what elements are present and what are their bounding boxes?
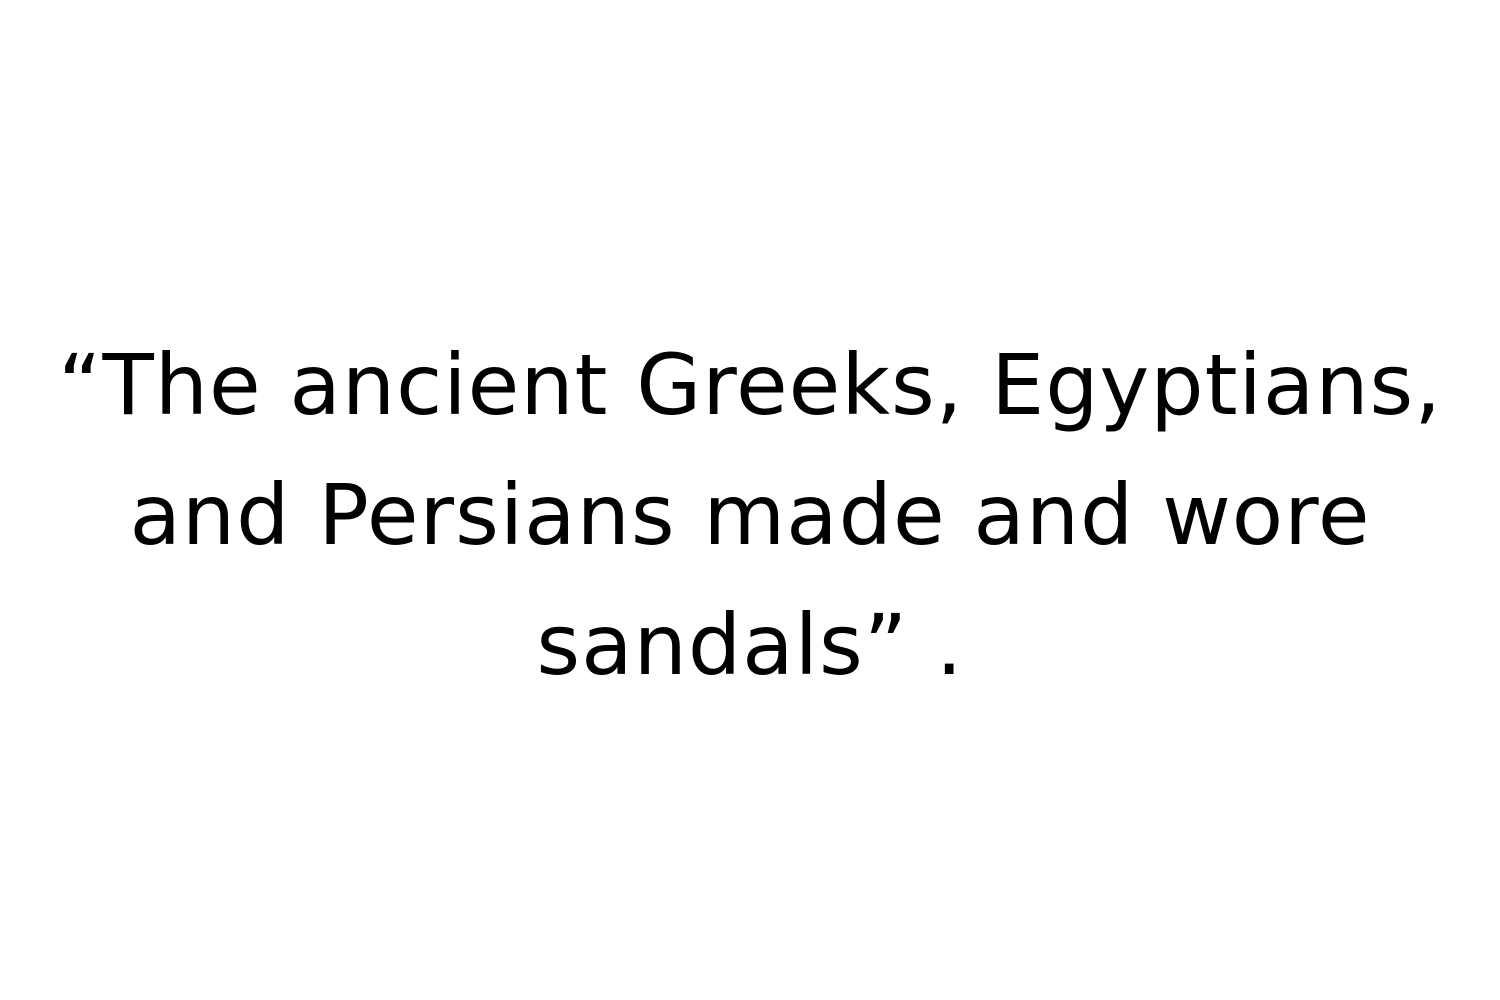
quote-line-1: “The ancient Greeks, Egyptians,	[57, 336, 1443, 434]
quote-text	[0, 320, 1500, 710]
quote-line-3: sandals” .	[536, 596, 964, 694]
quote-line-2: and Persians made and wore	[129, 466, 1371, 564]
